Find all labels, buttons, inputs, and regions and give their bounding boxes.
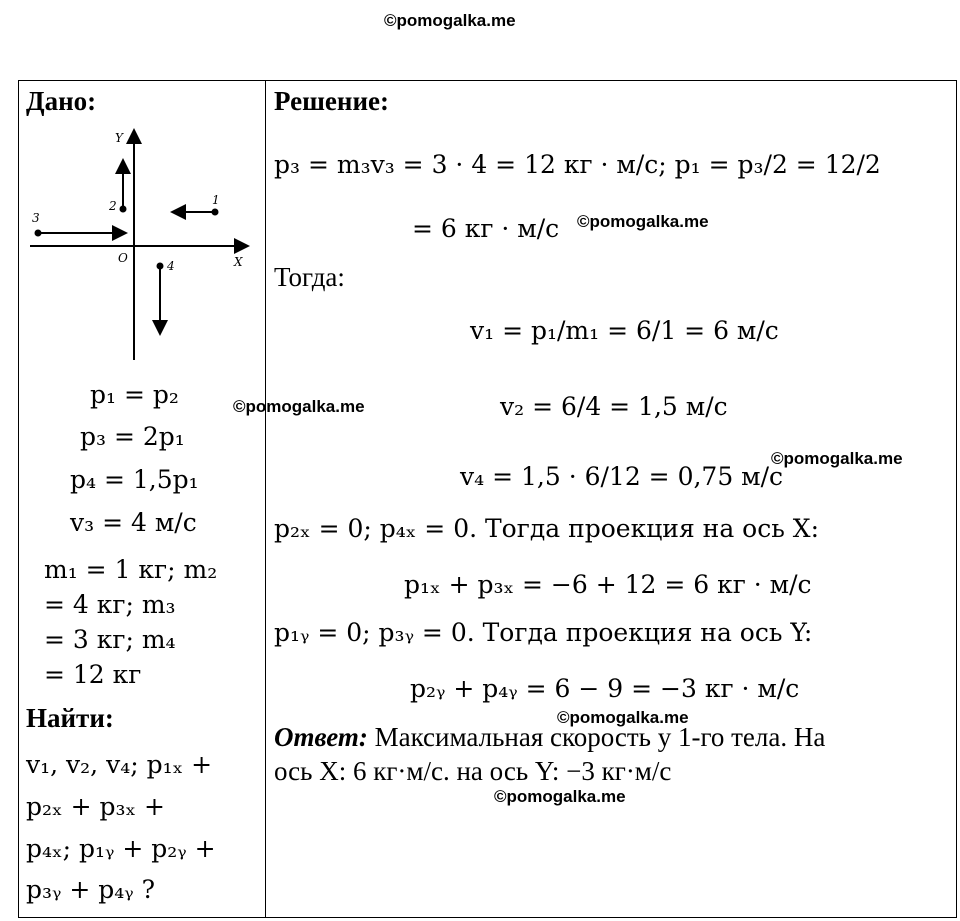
given-eq-5b: = 4 кг; m₃ [44,590,176,619]
find-line-3: p₄ₓ; p₁ᵧ + p₂ᵧ + [26,834,216,863]
find-line-2: p₂ₓ + p₃ₓ + [26,792,165,821]
projection-x-equation: p₁ₓ + p₃ₓ = −6 + 12 = 6 кг · м/с [404,570,812,599]
solution-heading: Решение: [274,86,389,116]
find-line-4: p₃ᵧ + p₄ᵧ ? [26,875,156,904]
find-heading: Найти: [26,703,114,733]
given-eq-1: p₁ = p₂ [90,380,179,409]
watermark: ©pomogalka.me [233,397,365,416]
given-eq-5a: m₁ = 1 кг; m₂ [44,555,218,584]
then-label-1: Тогда: [274,262,345,292]
x-axis-label: X [234,255,243,269]
watermark: ©pomogalka.me [771,449,903,468]
answer-text-1: Максимальная скорость у 1-го тела. На [367,722,826,752]
find-line-1: v₁, v₂, v₄; p₁ₓ + [26,750,213,779]
y-axis-label: Y [115,131,123,145]
answer-line-1 [274,722,825,753]
watermark: ©pomogalka.me [494,787,626,806]
projection-y-text: p₁ᵧ = 0; p₃ᵧ = 0. Тогда проекция на ось Y: [274,618,813,647]
v4-equation: v₄ = 1,5 · 6/12 = 0,75 м/с [460,462,784,491]
given-heading: Дано: [26,86,97,116]
v1-equation: v₁ = p₁/m₁ = 6/1 = 6 м/с [470,316,779,345]
given-eq-2: p₃ = 2p₁ [80,422,185,451]
coordinate-diagram [26,124,256,368]
given-eq-3: p₄ = 1,5p₁ [70,465,199,494]
body-2-label: 2 [109,199,117,213]
given-eq-5d: = 12 кг [44,660,142,689]
answer-label: Ответ: [274,722,368,752]
solution-column [264,80,957,918]
body-3-point [35,230,42,237]
v2-equation: v₂ = 6/4 = 1,5 м/с [500,392,728,421]
given-eq-4: v₃ = 4 м/с [70,508,197,537]
body-1-label: 1 [212,193,220,207]
given-eq-5c: = 3 кг; m₄ [44,625,176,654]
watermark: ©pomogalka.me [577,212,709,231]
watermark: ©pomogalka.me [384,11,516,30]
solution-line-1: p₃ = m₃v₃ = 3 · 4 = 12 кг · м/с; p₁ = p₃/2 = 12/2 [274,150,881,179]
body-3-label: 3 [32,211,40,225]
watermark: ©pomogalka.me [557,708,689,727]
body-2-point [120,206,127,213]
body-4-label: 4 [167,259,175,273]
body-4-point [157,263,164,270]
projection-x-text: p₂ₓ = 0; p₄ₓ = 0. Тогда проекция на ось X: [274,514,820,543]
solution-line-2: = 6 кг · м/с [412,214,560,243]
origin-label: O [118,251,128,265]
projection-y-equation: p₂ᵧ + p₄ᵧ = 6 − 9 = −3 кг · м/с [410,674,800,703]
answer-line-2: ось X: 6 кг·м/с. на ось Y: −3 кг·м/с [274,756,672,786]
body-1-point [212,209,219,216]
